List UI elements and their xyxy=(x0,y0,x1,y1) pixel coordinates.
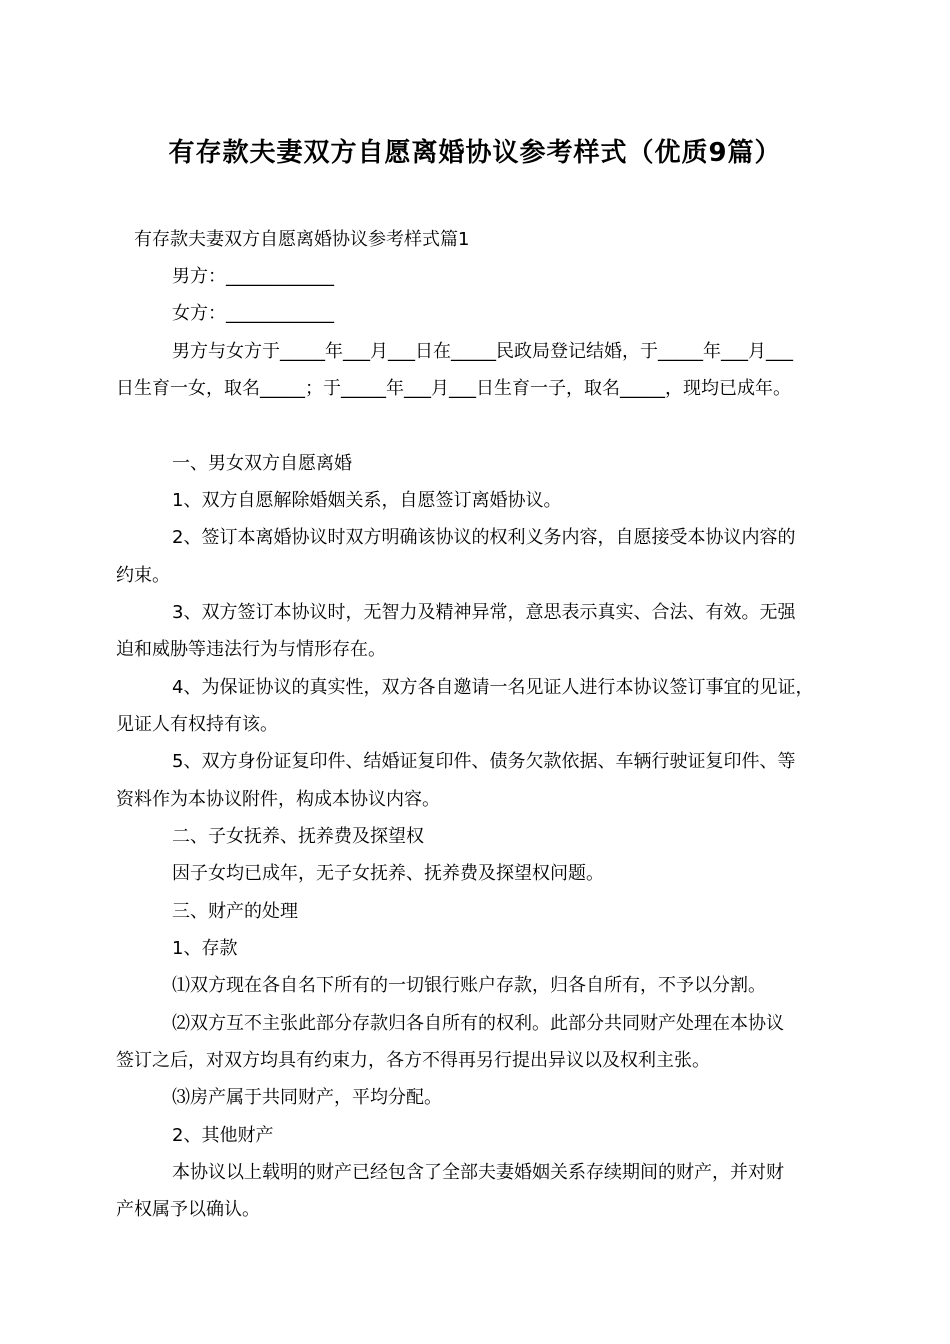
sub-heading-other-property: 2、其他财产 xyxy=(172,1125,274,1146)
wife-line: 女方：____________ xyxy=(172,303,334,324)
deposit-item: ⑶房产属于共同财产，平均分配。 xyxy=(172,1087,442,1108)
marriage-paragraph-cont: 日生育一女，取名_____；于_____年___月___日生育一子，取名_____，现均已成年。 xyxy=(116,378,791,399)
sub-heading-deposit: 1、存款 xyxy=(172,938,238,959)
clause-item-cont: 约束。 xyxy=(116,565,170,586)
deposit-item: ⑴双方现在各自名下所有的一切银行账户存款，归各自所有，不予以分割。 xyxy=(172,975,766,996)
deposit-item-cont: 签订之后，对双方均具有约束力，各方不得再另行提出异议以及权利主张。 xyxy=(116,1050,710,1071)
other-property-text-cont: 产权属予以确认。 xyxy=(116,1199,260,1220)
clause-item-cont: 迫和威胁等违法行为与情形存在。 xyxy=(116,639,386,660)
deposit-item: ⑵双方互不主张此部分存款归各自所有的权利。此部分共同财产处理在本协议 xyxy=(172,1013,784,1034)
section-heading: 有存款夫妻双方自愿离婚协议参考样式篇1 xyxy=(134,229,470,250)
clause-text: 因子女均已成年，无子女抚养、抚养费及探望权问题。 xyxy=(172,863,604,884)
marriage-paragraph: 男方与女方于_____年___月___日在_____民政局登记结婚，于_____年___月___ xyxy=(172,341,793,362)
clause-item: 3、双方签订本协议时，无智力及精神异常，意思表示真实、合法、有效。无强 xyxy=(172,602,796,623)
other-property-text: 本协议以上载明的财产已经包含了全部夫妻婚姻关系存续期间的财产，并对财 xyxy=(172,1162,784,1183)
clause-item-cont: 见证人有权持有该。 xyxy=(116,714,278,735)
clause-heading-2: 二、子女抚养、抚养费及探望权 xyxy=(172,826,424,847)
clause-item-cont: 资料作为本协议附件，构成本协议内容。 xyxy=(116,789,440,810)
husband-line: 男方：____________ xyxy=(172,266,334,287)
document-title: 有存款夫妻双方自愿离婚协议参考样式（优质9篇） xyxy=(168,138,782,168)
clause-heading-3: 三、财产的处理 xyxy=(172,901,298,922)
clause-heading-1: 一、男女双方自愿离婚 xyxy=(172,453,352,474)
clause-item: 5、双方身份证复印件、结婚证复印件、债务欠款依据、车辆行驶证复印件、等 xyxy=(172,751,796,772)
clause-item: 1、双方自愿解除婚姻关系，自愿签订离婚协议。 xyxy=(172,490,562,511)
clause-item: 4、为保证协议的真实性，双方各自邀请一名见证人进行本协议签订事宜的见证， xyxy=(172,677,814,698)
clause-item: 2、签订本离婚协议时双方明确该协议的权利义务内容，自愿接受本协议内容的 xyxy=(172,527,796,548)
